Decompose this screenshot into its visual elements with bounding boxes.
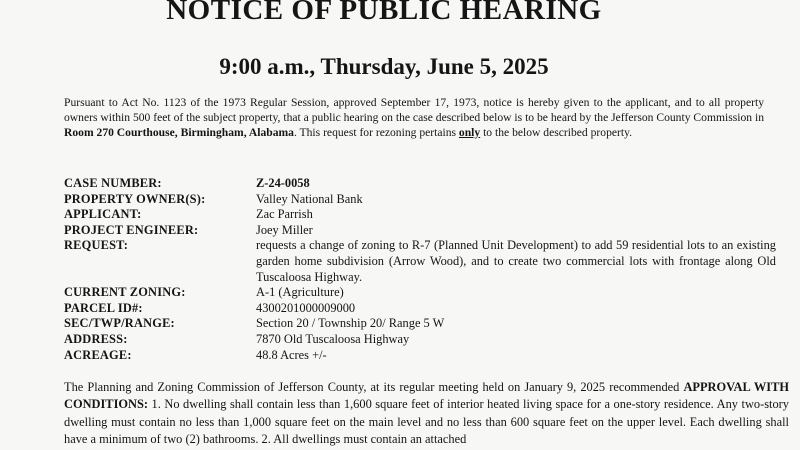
zoning-value: A-1 (Agriculture) [256,285,344,300]
sec-twp-range-value: Section 20 / Township 20/ Range 5 W [256,316,445,331]
address-value: 7870 Old Tuscaloosa Highway [256,331,410,346]
hearing-location: Room 270 Courthouse, Birmingham, Alabama [64,125,294,139]
owner-row [64,192,776,208]
address-label: ADDRESS: [64,331,128,346]
parcel-label: PARCEL ID#: [64,300,143,315]
notice-title: NOTICE OF PUBLIC HEARING [166,0,602,26]
engineer-label: PROJECT ENGINEER: [64,222,199,237]
intro-emphasis-only: only [458,125,481,139]
acreage-row [64,348,776,364]
applicant-label: APPLICANT: [64,207,142,222]
intro-text-2: . This request for rezoning pertains [293,125,459,139]
parcel-value: 4300201000009000 [256,300,356,315]
intro-text-1: Pursuant to Act No. 1123 of the 1973 Regular Session, approved September 17, 1973, notice is hereby given to the applicant, and to all property owners within 500 feet of the subject property, that a public hearing on the case described below is to be heard by the Jefferson County Commission in [64,96,764,124]
intro-paragraph [64,96,764,140]
owner-label: PROPERTY OWNER(S): [64,191,206,206]
address-row [64,332,776,348]
request-label: REQUEST: [64,238,129,253]
applicant-row [64,207,776,223]
sec-twp-range-label: SEC/TWP/RANGE: [64,316,175,331]
recommendation-paragraph [64,379,789,449]
recommendation-conditions: 1. No dwelling shall contain less than 1,600 square feet of interior heated living space for a one-story residence. Any two-story dwelling must contain no less than 1,000 square feet on the main level and no less than 600 square feet on the upper level. Each dwelling shall have a minimum of two (2) bathrooms. 2. All dwellings must contain an attached [64,397,789,447]
case-number-row [64,176,776,192]
case-number-value: Z-24-0058 [256,176,310,190]
owner-value: Valley National Bank [256,191,363,206]
intro-text-3: to the below described property. [480,125,633,139]
hearing-datetime: 9:00 a.m., Thursday, June 5, 2025 [219,54,549,79]
engineer-value: Joey Miller [256,222,313,237]
sec-twp-range-row [64,316,776,332]
case-details [64,176,776,363]
acreage-label: ACREAGE: [64,347,132,362]
parcel-row [64,301,776,317]
engineer-row [64,223,776,239]
applicant-value: Zac Parrish [256,207,313,222]
request-row [64,238,776,285]
approval-heading: APPROVAL WITH CONDITIONS: [64,380,789,412]
zoning-label: CURRENT ZONING: [64,285,186,300]
request-value: requests a change of zoning to R-7 (Planned Unit Development) to add 59 residential lots to an existing garden home subdivision (Arrow Wood), and to create two commercial lots with frontage along Old Tuscaloosa Highway. [256,238,776,284]
recommendation-lead: The Planning and Zoning Commission of Jefferson County, at its regular meeting held on January 9, 2025 recommended [64,380,680,394]
case-number-label: CASE NUMBER: [64,176,162,190]
acreage-value: 48.8 Acres +/- [256,347,327,362]
zoning-row [64,285,776,301]
